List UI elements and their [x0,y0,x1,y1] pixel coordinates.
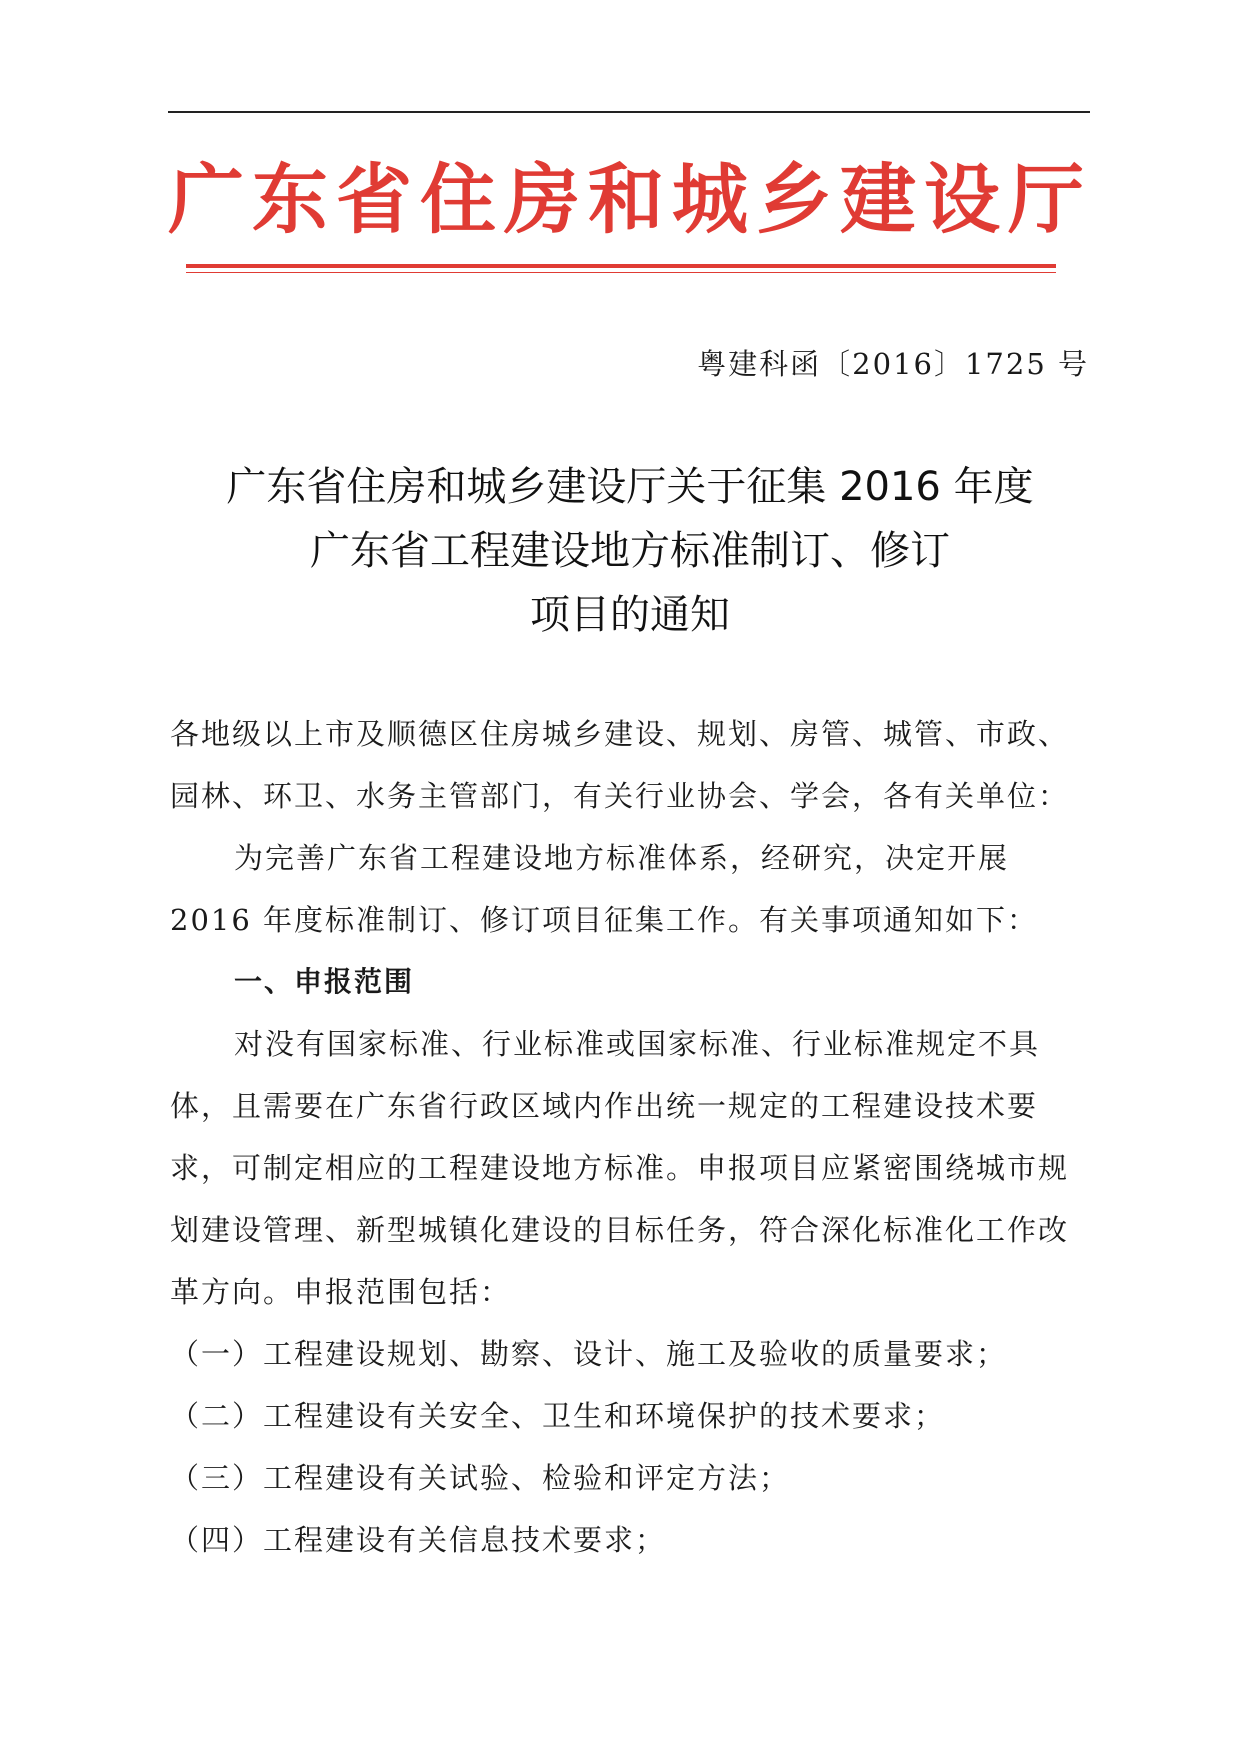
document-body [170,703,1088,1571]
section-heading-scope: 一、申报范围 [234,965,415,998]
addressee-paragraph: 各地级以上市及顺德区住房城乡建设、规划、房管、城管、市政、园林、环卫、水务主管部门，有关行业协会、学会，各有关单位： [170,717,1070,813]
intro-paragraph: 为完善广东省工程建设地方标准体系，经研究，决定开展 2016 年度标准制订、修订项目征集工作。有关事项通知如下： [170,841,1039,937]
letterhead-red-rule-thin [186,272,1056,273]
scope-paragraph: 对没有国家标准、行业标准或国家标准、行业标准规定不具体，且需要在广东省行政区域内作出统一规定的工程建设技术要求，可制定相应的工程建设地方标准。申报项目应紧密围绕城市规划建设管理、新型城镇化建设的目标任务，符合深化标准化工作改革方向。申报范围包括： [170,1027,1070,1309]
document-title [140,455,1120,647]
document-number: 粤建科函〔2016〕1725 号 [697,347,1089,381]
letterhead-red-rule [186,264,1056,268]
letterhead-organization: 广东省住房和城乡建设厅 [168,155,1092,244]
scope-list-item: （二）工程建设有关安全、卫生和环境保护的技术要求； [170,1399,946,1433]
scope-list-item: （四）工程建设有关信息技术要求； [170,1523,667,1557]
scope-list-item: （三）工程建设有关试验、检验和评定方法； [170,1461,791,1495]
scope-list-item: （一）工程建设规划、勘察、设计、施工及验收的质量要求； [170,1337,1008,1371]
title-line-2: 广东省工程建设地方标准制订、修订 [310,528,950,574]
title-line-3: 项目的通知 [530,592,730,638]
top-divider-line [168,111,1090,113]
title-line-1: 广东省住房和城乡建设厅关于征集 2016 年度 [226,464,1034,510]
